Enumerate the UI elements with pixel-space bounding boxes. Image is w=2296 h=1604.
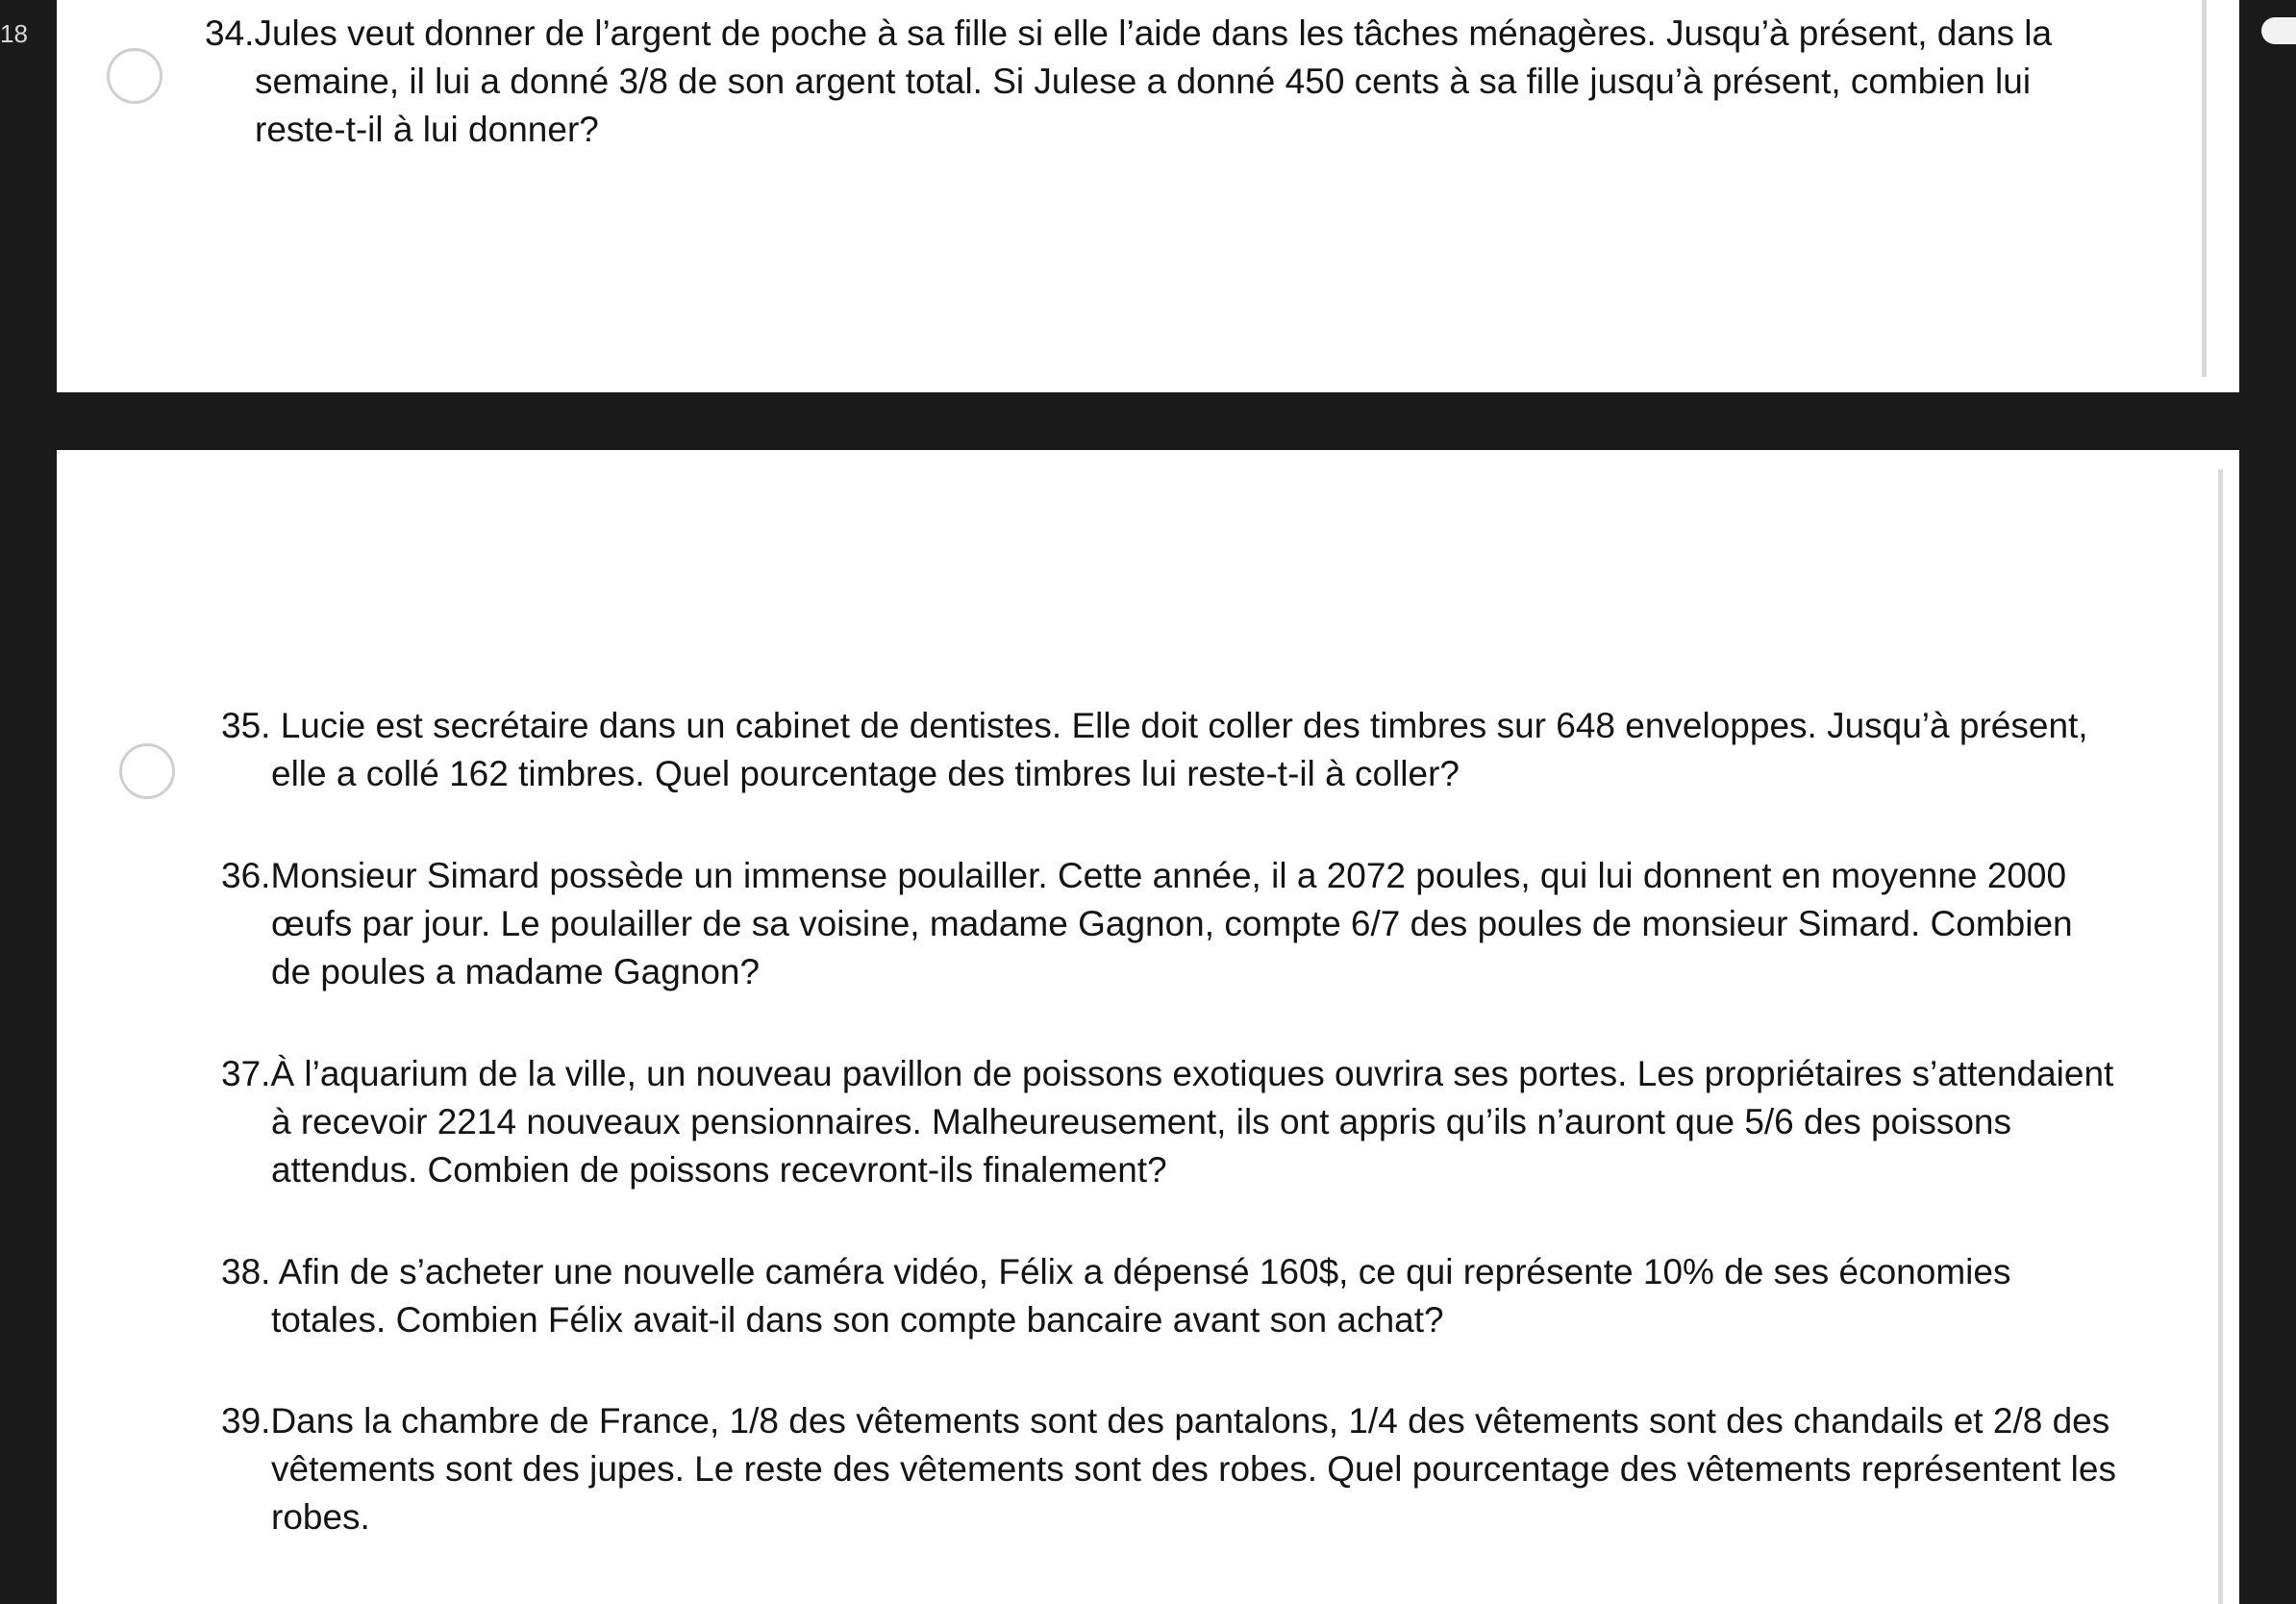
question-number: 36. <box>221 856 271 895</box>
question-39 <box>221 1397 2117 1541</box>
question-36 <box>221 852 2117 996</box>
question-number: 39. <box>221 1401 271 1441</box>
question-text: Jules veut donner de l’argent de poche à sa fille si elle l’aide dans les tâches ménagères. Jusqu’à présent, dans la semaine, il lui a donné 3/8 de son argent total. Si Julese a donné 450 cents à sa fille jusqu’à présent, combien lui reste-t-il à lui donner? <box>254 13 2053 149</box>
answer-radio-q34[interactable] <box>107 48 162 104</box>
page-edge-shadow <box>2202 0 2207 377</box>
toggle-icon[interactable] <box>2261 17 2296 44</box>
question-number: 34. <box>205 13 255 53</box>
page-edge-shadow <box>2218 469 2223 1604</box>
question-text: Monsieur Simard possède un immense poulailler. Cette année, il a 2072 poules, qui lui donnent en moyenne 2000 œufs par jour. Le poulailler de sa voisine, madame Gagnon, compte 6/7 des poules de monsieur Simard. Combien de poules a madame Gagnon? <box>270 856 2073 991</box>
question-text: À l’aquarium de la ville, un nouveau pavillon de poissons exotiques ouvrira ses portes. Les propriétaires s’attendaient à recevoir 2214 nouveaux pensionnaires. Malheureusement, ils ont appris qu’ils n’auront que 5/6 des poissons attendus. Combien de poissons recevront-ils finalement? <box>270 1054 2114 1190</box>
question-37 <box>221 1050 2117 1194</box>
question-text: Afin de s’acheter une nouvelle caméra vidéo, Félix a dépensé 160$, ce qui représente 10% de ses économies totales. Combien Félix avait-il dans son compte bancaire avant son achat? <box>270 1252 2011 1340</box>
question-35 <box>221 702 2117 798</box>
answer-radio-q35[interactable] <box>119 743 175 799</box>
question-text: Dans la chambre de France, 1/8 des vêtements sont des pantalons, 1/4 des vêtements sont des chandails et 2/8 des vêtements sont des jupes. Le reste des vêtements sont des robes. Quel pourcentage des vêtements représentent les robes. <box>270 1401 2116 1537</box>
question-number: 35. <box>221 706 271 745</box>
question-34 <box>205 10 2130 154</box>
page-number-indicator: 18 <box>0 19 28 48</box>
question-number: 38. <box>221 1252 271 1291</box>
worksheet-page-2 <box>57 450 2239 1604</box>
worksheet-page-1 <box>57 0 2239 392</box>
question-38 <box>221 1248 2117 1344</box>
question-number: 37. <box>221 1054 271 1093</box>
question-text: Lucie est secrétaire dans un cabinet de dentistes. Elle doit coller des timbres sur 648 enveloppes. Jusqu’à présent, elle a collé 162 timbres. Quel pourcentage des timbres lui reste-t-il à coller? <box>270 706 2088 793</box>
